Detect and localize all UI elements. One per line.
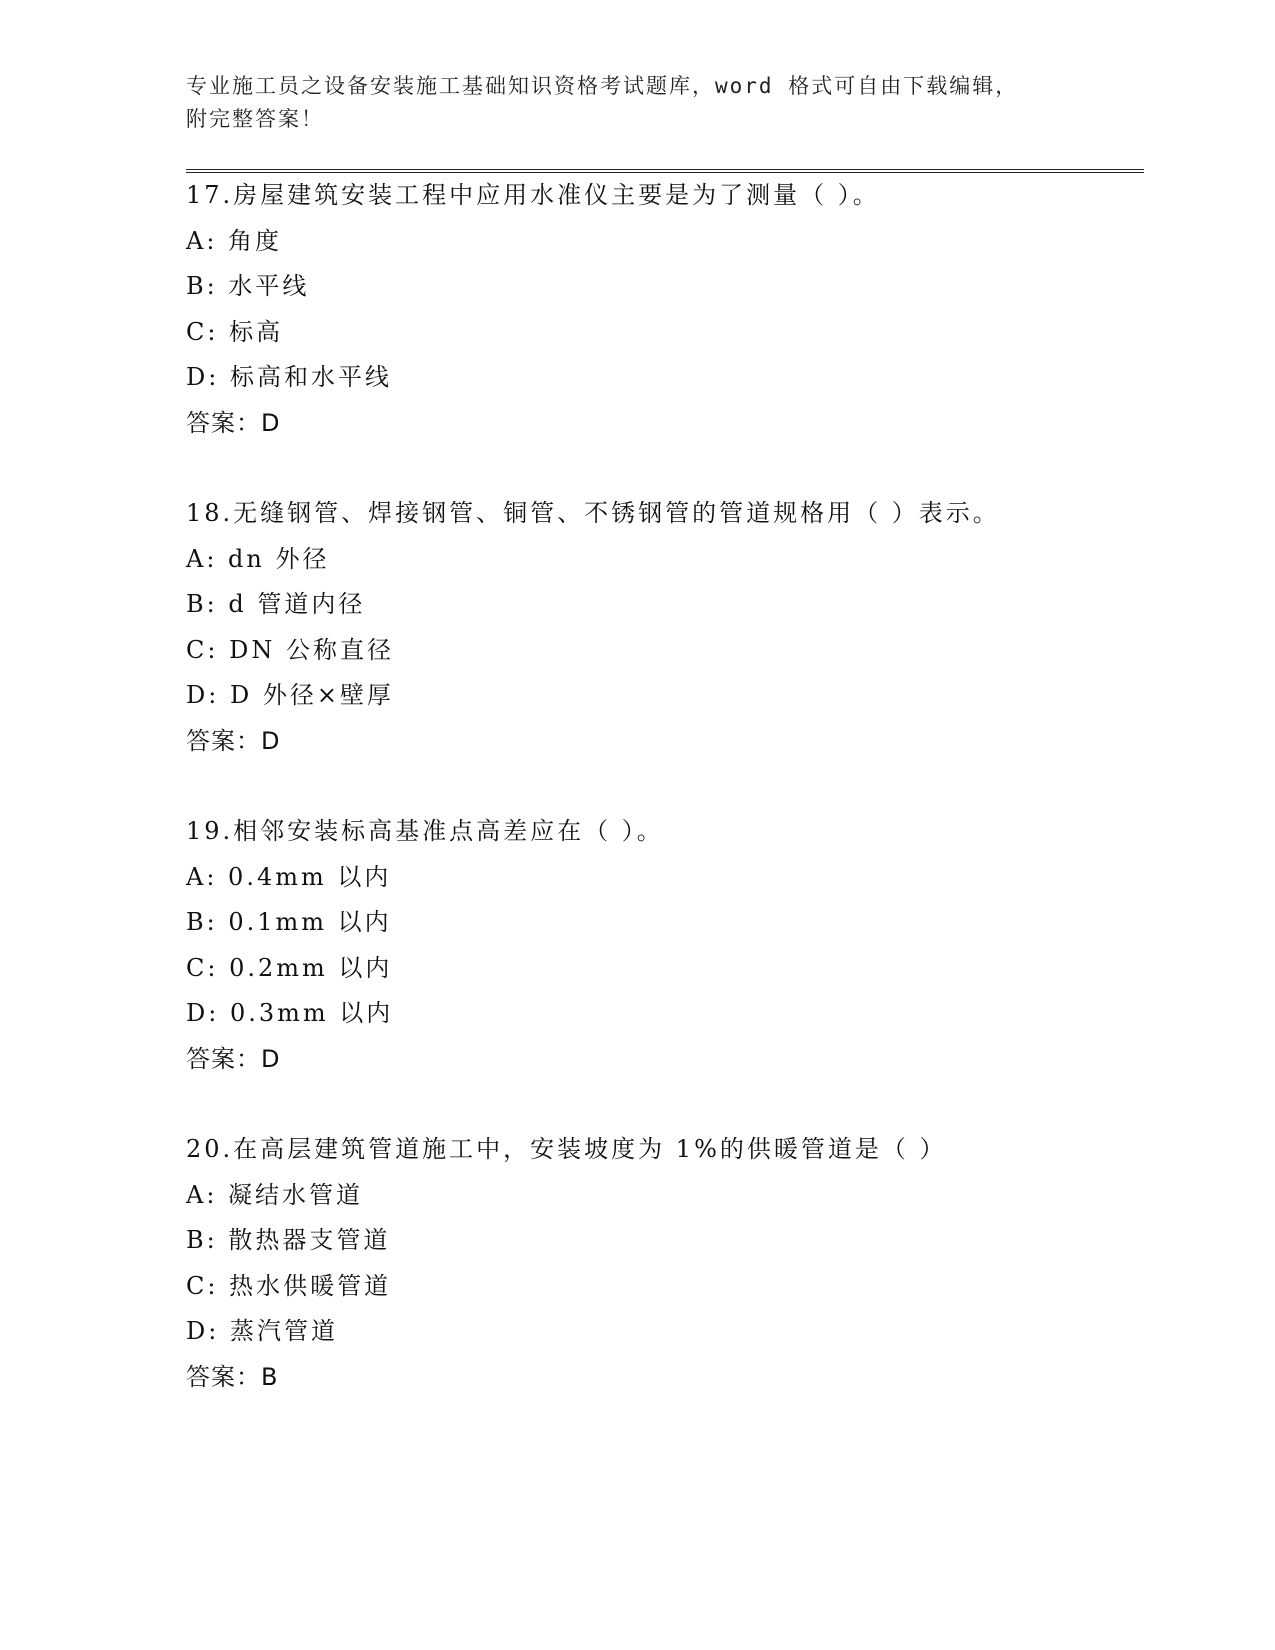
option-a: A: dn 外径 <box>186 544 330 573</box>
question-stem: 17.房屋建筑安装工程中应用水准仪主要是为了测量（ ）。 <box>186 181 880 209</box>
option-c: C: DN 公称直径 <box>186 635 394 664</box>
header-line-2: 附完整答案！ <box>186 107 324 131</box>
question-17 <box>186 173 1146 446</box>
option-d: D: D 外径×壁厚 <box>186 681 394 709</box>
document-page <box>186 70 1146 1400</box>
question-stem: 19.相邻安装标高基准点高差应在（ ）。 <box>186 817 664 845</box>
question-19 <box>186 809 1146 1082</box>
option-b: B: d 管道内径 <box>186 590 366 618</box>
answer-line: 答案：D <box>186 408 281 437</box>
question-20 <box>186 1127 1146 1400</box>
document-header <box>186 70 1146 136</box>
option-c: C: 热水供暖管道 <box>186 1271 392 1300</box>
option-b: B: 水平线 <box>186 272 310 300</box>
option-d: D: 蒸汽管道 <box>186 1317 338 1345</box>
option-a: A: 凝结水管道 <box>186 1180 364 1209</box>
answer-line: 答案：D <box>186 1044 281 1073</box>
option-c: C: 标高 <box>186 317 284 346</box>
question-stem: 18.无缝钢管、焊接钢管、铜管、不锈钢管的管道规格用（ ）表示。 <box>186 499 1000 527</box>
question-18 <box>186 491 1146 764</box>
option-c: C: 0.2mm 以内 <box>186 953 393 982</box>
question-stem: 20.在高层建筑管道施工中，安装坡度为 1%的供暖管道是（ ） <box>186 1135 947 1163</box>
answer-line: 答案：B <box>186 1362 279 1391</box>
option-d: D: 0.3mm 以内 <box>186 999 394 1027</box>
option-a: A: 0.4mm 以内 <box>186 862 392 891</box>
option-d: D: 标高和水平线 <box>186 363 392 391</box>
answer-line: 答案：D <box>186 726 281 755</box>
option-a: A: 角度 <box>186 226 283 255</box>
option-b: B: 0.1mm 以内 <box>186 908 392 936</box>
option-b: B: 散热器支管道 <box>186 1226 391 1254</box>
header-line-1: 专业施工员之设备安装施工基础知识资格考试题库，word 格式可自由下载编辑， <box>186 74 1019 98</box>
